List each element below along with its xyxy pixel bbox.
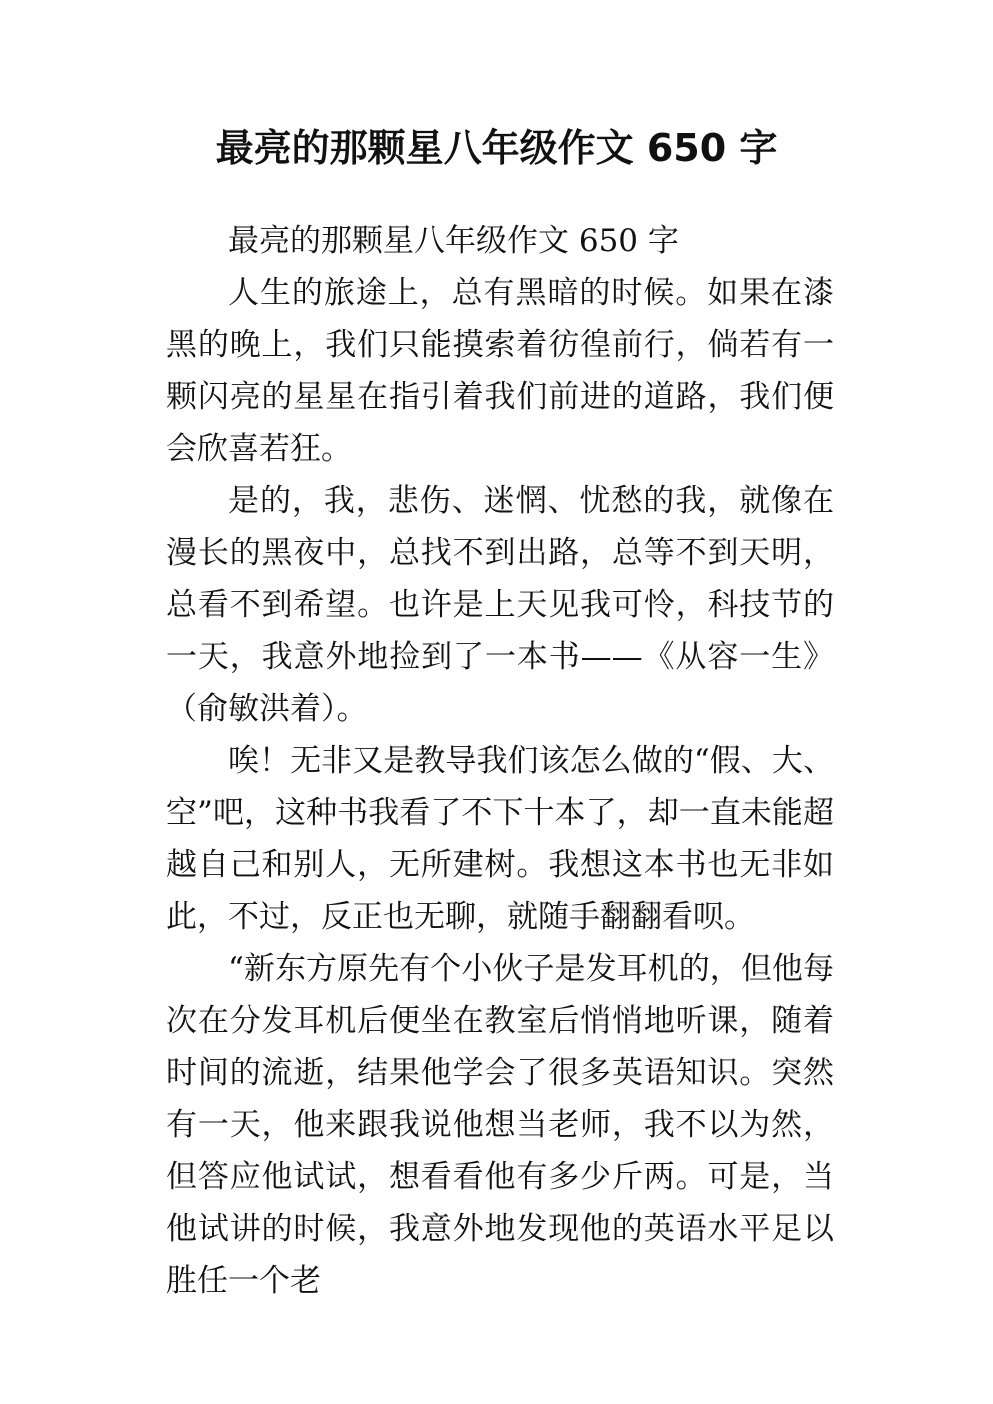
paragraph: “新东方原先有个小伙子是发耳机的，但他每次在分发耳机后便坐在教室后悄悄地听课，随着时间的流逝，结果他学会了很多英语知识。突然有一天，他来跟我说他想当老师，我不以为然，但答应他试试，想看看他有多少斤两。可是，当他试讲的时候，我意外地发现他的英语水平足以胜任一个老: [166, 951, 834, 1299]
document-body: [166, 215, 834, 1307]
paragraph: 人生的旅途上，总有黑暗的时候。如果在漆黑的晚上，我们只能摸索着彷徨前行，倘若有一颗闪亮的星星在指引着我们前进的道路，我们便会欣喜若狂。: [166, 275, 834, 467]
document-title: 最亮的那颗星八年级作文 650 字: [215, 126, 778, 170]
paragraph: 唉！无非又是教导我们该怎么做的“假、大、空”吧，这种书我看了不下十本了，却一直未能超越自己和别人，无所建树。我想这本书也无非如此，不过，反正也无聊，就随手翻翻看呗。: [166, 743, 834, 935]
paragraph: 是的，我，悲伤、迷惘、忧愁的我，就像在漫长的黑夜中，总找不到出路，总等不到天明，总看不到希望。也许是上天见我可怜，科技节的一天，我意外地捡到了一本书——《从容一生》（俞敏洪着）。: [166, 483, 834, 727]
paragraph-subtitle: 最亮的那颗星八年级作文 650 字: [228, 223, 679, 259]
